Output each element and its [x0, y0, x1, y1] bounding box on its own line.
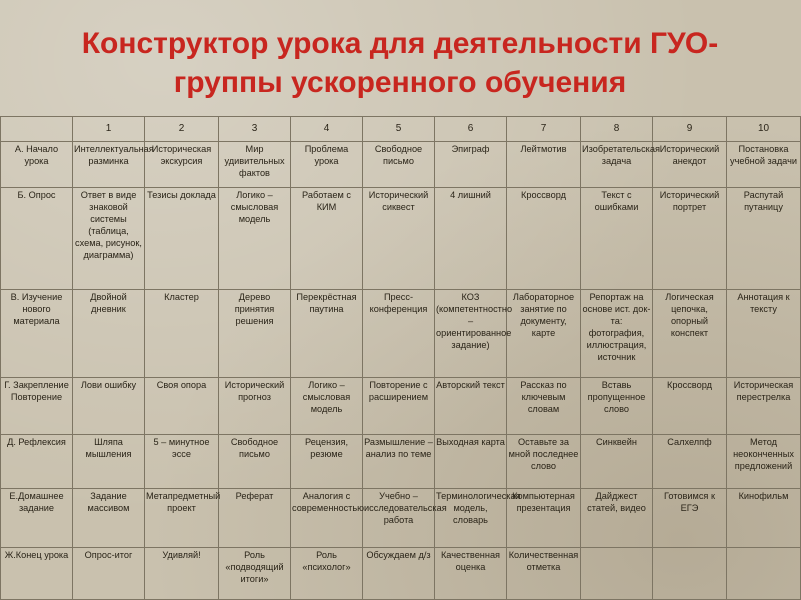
table-cell: Пресс-конференция — [363, 290, 435, 378]
table-cell: Изобретательская задача — [581, 142, 653, 188]
column-header: 5 — [363, 117, 435, 142]
table-cell: Историческая экскурсия — [145, 142, 219, 188]
table-cell: Кинофильм — [727, 489, 801, 548]
table-cell: Роль «психолог» — [291, 547, 363, 599]
table-cell: Своя опора — [145, 378, 219, 434]
table-row — [1, 547, 801, 599]
table-cell: 5 – минутное эссе — [145, 434, 219, 488]
table-cell: Лови ошибку — [73, 378, 145, 434]
table-cell: Эпиграф — [435, 142, 507, 188]
table-cell: Текст с ошибками — [581, 188, 653, 290]
table-row — [1, 188, 801, 290]
table-cell: Салхелпф — [653, 434, 727, 488]
column-header: 10 — [727, 117, 801, 142]
table-row — [1, 434, 801, 488]
title-line-2: группы ускоренного обучения — [173, 66, 627, 99]
table-cell: Синквейн — [581, 434, 653, 488]
table-cell: Реферат — [219, 489, 291, 548]
table-cell: Историческая перестрелка — [727, 378, 801, 434]
table-cell: Вставь пропущенное слово — [581, 378, 653, 434]
table-row — [1, 142, 801, 188]
row-label: А. Начало урока — [1, 142, 73, 188]
table-cell: Обсуждаем д/з — [363, 547, 435, 599]
row-label: Е.Домашнее задание — [1, 489, 73, 548]
table-cell: Готовимся к ЕГЭ — [653, 489, 727, 548]
table-cell: Терминологическая модель, словарь — [435, 489, 507, 548]
header-row — [1, 117, 801, 142]
table-cell: Качественная оценка — [435, 547, 507, 599]
table-cell: Кроссворд — [507, 188, 581, 290]
table-cell: Проблема урока — [291, 142, 363, 188]
table-cell: Двойной дневник — [73, 290, 145, 378]
column-header: 7 — [507, 117, 581, 142]
column-header: 9 — [653, 117, 727, 142]
table-cell: Исторический анекдот — [653, 142, 727, 188]
table-cell: Количественная отметка — [507, 547, 581, 599]
column-header: 6 — [435, 117, 507, 142]
table-cell: Исторический прогноз — [219, 378, 291, 434]
column-header — [1, 117, 73, 142]
table-cell — [727, 547, 801, 599]
table-cell: Ответ в виде знаковой системы (таблица, схема, рисунок, диаграмма) — [73, 188, 145, 290]
table-cell: Интеллектуальная разминка — [73, 142, 145, 188]
table-cell: Метод неоконченных предложений — [727, 434, 801, 488]
table-row — [1, 489, 801, 548]
table-cell — [653, 547, 727, 599]
column-header: 4 — [291, 117, 363, 142]
column-header: 2 — [145, 117, 219, 142]
table-cell: Авторский текст — [435, 378, 507, 434]
table-cell: Шляпа мышления — [73, 434, 145, 488]
table-cell: Опрос-итог — [73, 547, 145, 599]
table-cell: Рецензия, резюме — [291, 434, 363, 488]
table-cell: Мир удивительных фактов — [219, 142, 291, 188]
title-line-1: Конструктор урока для деятельности ГУО- — [81, 27, 719, 60]
table-cell: Логико – смысловая модель — [219, 188, 291, 290]
table-cell: Размышление – анализ по теме — [363, 434, 435, 488]
table-cell: Репортаж на основе ист. док-та: фотография, иллюстрация, источник — [581, 290, 653, 378]
table-cell: Исторический портрет — [653, 188, 727, 290]
table-cell — [581, 547, 653, 599]
row-label: В. Изучение нового материала — [1, 290, 73, 378]
table-cell: Свободное письмо — [219, 434, 291, 488]
table-cell: Свободное письмо — [363, 142, 435, 188]
table-cell: Повторение с расширением — [363, 378, 435, 434]
table-cell: Исторический сиквест — [363, 188, 435, 290]
table-cell: Логико – смысловая модель — [291, 378, 363, 434]
table-cell: Дерево принятия решения — [219, 290, 291, 378]
table-row — [1, 378, 801, 434]
table-cell: Рассказ по ключевым словам — [507, 378, 581, 434]
table-cell: 4 лишний — [435, 188, 507, 290]
table-row — [1, 290, 801, 378]
table-cell: Аналогия с современностью — [291, 489, 363, 548]
table-cell: Логическая цепочка, опорный конспект — [653, 290, 727, 378]
table-cell: Тезисы доклада — [145, 188, 219, 290]
row-label: Ж.Конец урока — [1, 547, 73, 599]
table-cell: Перекрёстная паутина — [291, 290, 363, 378]
table-cell: КОЗ (компетентностно – ориентированное задание) — [435, 290, 507, 378]
table-cell: Лабораторное занятие по документу, карте — [507, 290, 581, 378]
table-cell: Роль «подводящий итоги» — [219, 547, 291, 599]
column-header: 3 — [219, 117, 291, 142]
table-cell: Учебно – исследовательская работа — [363, 489, 435, 548]
table-cell: Распутай путаницу — [727, 188, 801, 290]
column-header: 8 — [581, 117, 653, 142]
row-label: Б. Опрос — [1, 188, 73, 290]
lesson-constructor-table — [0, 116, 801, 600]
table-cell: Лейтмотив — [507, 142, 581, 188]
table-cell: Задание массивом — [73, 489, 145, 548]
table-cell: Кроссворд — [653, 378, 727, 434]
page-title — [0, 24, 800, 102]
table-cell: Метапредметный проект — [145, 489, 219, 548]
table-cell: Удивляй! — [145, 547, 219, 599]
table-cell: Выходная карта — [435, 434, 507, 488]
table-cell: Работаем с КИМ — [291, 188, 363, 290]
table-cell: Дайджест статей, видео — [581, 489, 653, 548]
row-label: Д. Рефлексия — [1, 434, 73, 488]
row-label: Г. Закрепление Повторение — [1, 378, 73, 434]
table-cell: Аннотация к тексту — [727, 290, 801, 378]
table-cell: Постановка учебной задачи — [727, 142, 801, 188]
table-cell: Кластер — [145, 290, 219, 378]
table-cell: Оставьте за мной последнее слово — [507, 434, 581, 488]
table-cell: Компьютерная презентация — [507, 489, 581, 548]
column-header: 1 — [73, 117, 145, 142]
